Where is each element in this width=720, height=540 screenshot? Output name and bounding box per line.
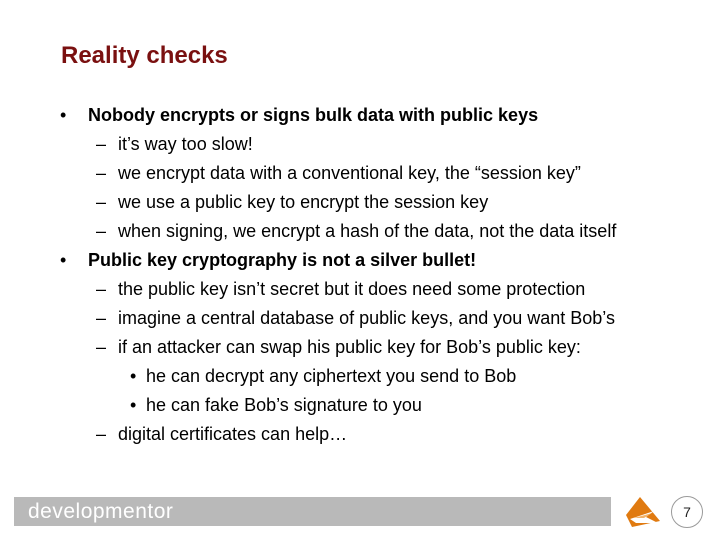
dash-glyph: – (96, 337, 107, 357)
sub-bullet-text: the public key isn’t secret but it does need some protection (118, 279, 586, 299)
developmentor-logo-icon (624, 493, 662, 529)
sub-bullet-text: imagine a central database of public keys, and you want Bob’s (118, 308, 615, 328)
sub-bullet-text: digital certificates can help… (118, 424, 348, 444)
sub-sub-bullet-text: he can fake Bob’s signature to you (146, 395, 422, 415)
sub-bullet-text: it’s way too slow! (118, 134, 253, 154)
footer-bar (14, 497, 611, 526)
sub-bullet-text: when signing, we encrypt a hash of the data, not the data itself (118, 221, 617, 241)
sub-bullet-text: if an attacker can swap his public key for Bob’s public key: (118, 337, 581, 357)
sub-sub-bullet-text: he can decrypt any ciphertext you send to Bob (146, 366, 517, 386)
footer-brand: developmentor (28, 500, 174, 523)
dash-glyph: – (96, 424, 107, 444)
bullet-glyph: • (130, 395, 137, 415)
dash-glyph: – (96, 279, 107, 299)
dash-glyph: – (96, 163, 107, 183)
bullet-text: Public key cryptography is not a silver bullet! (88, 250, 477, 270)
sub-bullet-text: we use a public key to encrypt the session key (118, 192, 489, 212)
bullet-glyph: • (60, 105, 67, 125)
bullet-text: Nobody encrypts or signs bulk data with public keys (88, 105, 539, 125)
slide-title: Reality checks (61, 42, 228, 69)
page-number: 7 (671, 496, 703, 528)
bullet-glyph: • (60, 250, 67, 270)
dash-glyph: – (96, 221, 107, 241)
bullet-glyph: • (130, 366, 137, 386)
dash-glyph: – (96, 192, 107, 212)
sub-bullet-text: we encrypt data with a conventional key, the “session key” (118, 163, 581, 183)
dash-glyph: – (96, 134, 107, 154)
dash-glyph: – (96, 308, 107, 328)
